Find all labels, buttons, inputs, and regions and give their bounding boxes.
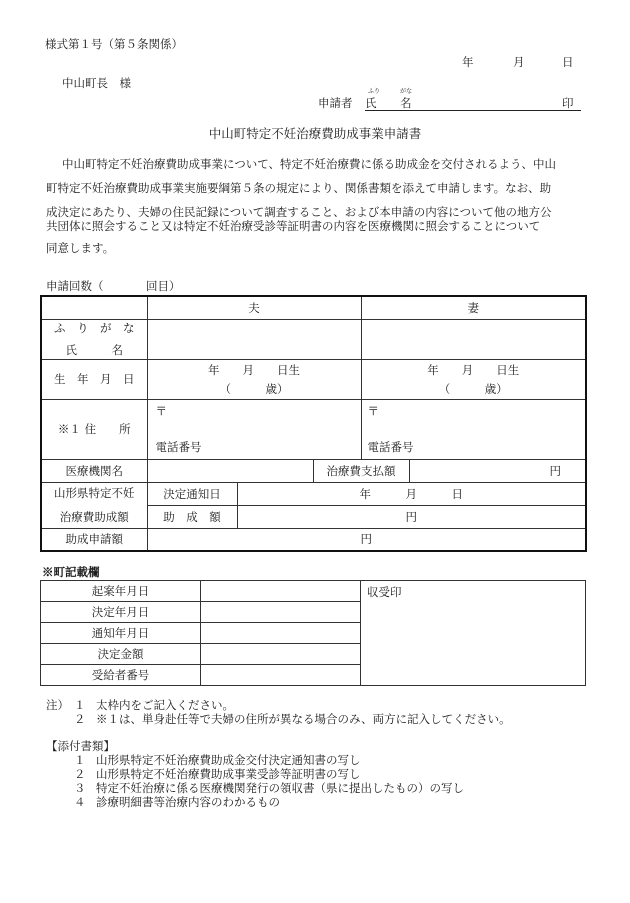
applicant-name-char-1: 氏 xyxy=(365,96,377,110)
wife-age-value: （ 歳） xyxy=(438,381,508,396)
applicant-name-char-2: 名 xyxy=(400,96,412,110)
wife-phone-label: 電話番号 xyxy=(367,439,414,454)
town-row-label-3: 通知年月日 xyxy=(41,623,201,644)
subsidy-amount-label: 助 成 額 xyxy=(147,505,237,528)
attachment-3-text: 特定不妊治療に係る医療機関発行の領収書（県に提出したもの）の写し xyxy=(96,781,464,795)
ruby-gana: がな xyxy=(400,88,413,95)
form-title: 中山町特定不妊治療費助成事業申請書 xyxy=(208,126,422,141)
subsidy-label-line-1: 山形県特定不妊 xyxy=(54,486,135,500)
town-row-field-2[interactable] xyxy=(201,602,361,623)
decision-notice-label: 決定通知日 xyxy=(147,482,237,505)
form-number: 様式第１号（第５条関係） xyxy=(45,37,183,51)
husband-birthdate-value: 年 月 日生 xyxy=(208,362,301,377)
wife-name-field[interactable] xyxy=(361,319,586,359)
town-row-field-1[interactable] xyxy=(201,581,361,602)
husband-phone-label: 電話番号 xyxy=(155,439,202,454)
husband-header: 夫 xyxy=(147,296,361,319)
wife-header: 妻 xyxy=(361,296,586,319)
main-application-table xyxy=(40,295,587,552)
body-line-5: 同意します。 xyxy=(46,241,115,255)
requested-amount-label: 助成申請額 xyxy=(41,528,147,551)
applicant-underline xyxy=(365,110,581,111)
attachment-2-text: 山形県特定不妊治療費助成事業受診等証明書の写し xyxy=(96,767,361,781)
wife-birthdate-field[interactable] xyxy=(361,359,586,399)
wife-address-field[interactable] xyxy=(361,399,586,459)
note-1-text: 太枠内をご記入ください。 xyxy=(96,698,234,712)
payment-label: 治療費支払額 xyxy=(313,459,409,482)
institution-label: 医療機関名 xyxy=(41,459,147,482)
body-line-1: 中山町特定不妊治療費助成事業について、特定不妊治療費に係る助成金を交付されるよう、中山 xyxy=(62,157,557,171)
receipt-stamp-label: 収受印 xyxy=(367,585,402,599)
ruby-furi: ふり xyxy=(368,88,381,95)
date-day-label: 日 xyxy=(562,55,574,69)
husband-name-field[interactable] xyxy=(147,319,361,359)
attachment-4-text: 診療明細書等治療内容のわかるもの xyxy=(96,795,280,809)
subsidy-label-cell xyxy=(41,482,147,528)
receipt-stamp-area xyxy=(361,581,586,686)
attachment-1-text: 山形県特定不妊治療費助成金交付決定通知書の写し xyxy=(96,753,361,767)
wife-postal-mark: 〒 xyxy=(367,403,380,418)
note-2-num: ２ xyxy=(74,712,86,726)
husband-address-field[interactable] xyxy=(147,399,361,459)
decision-notice-field[interactable] xyxy=(237,482,586,505)
body-line-3: 成決定にあたり、夫婦の住民記録について調査すること、および本申請の内容について他の地方公 xyxy=(46,205,552,219)
furigana-label: ふ り が な xyxy=(54,321,135,335)
town-row-label-2: 決定年月日 xyxy=(41,602,201,623)
attachments-heading: 【添付書類】 xyxy=(46,739,115,753)
addressee: 中山町長 様 xyxy=(62,76,131,90)
attachment-4-num: ４ xyxy=(74,795,86,809)
town-row-label-5: 受給者番号 xyxy=(41,665,201,686)
body-line-4: 共団体に照会すること又は特定不妊治療受診等証明書の内容を医療機関に照会することについて xyxy=(46,219,541,233)
decision-notice-value: 年 月 日 xyxy=(359,486,464,501)
notes-prefix: 注） xyxy=(46,698,69,712)
application-count-label: 申請回数（ xyxy=(46,279,104,293)
subsidy-amount-field[interactable] xyxy=(237,505,586,528)
town-row-label-4: 決定金額 xyxy=(41,644,201,665)
attachment-3-num: ３ xyxy=(74,781,86,795)
wife-birthdate-value: 年 月 日生 xyxy=(427,362,520,377)
town-section-heading: ※町記載欄 xyxy=(42,565,100,579)
requested-amount-yen: 円 xyxy=(360,532,373,547)
applicant-label: 申請者 xyxy=(318,96,353,110)
requested-amount-field[interactable] xyxy=(147,528,586,551)
date-year-label: 年 xyxy=(462,55,474,69)
town-row-label-1: 起案年月日 xyxy=(41,581,201,602)
payment-field[interactable] xyxy=(409,459,586,482)
note-1-num: １ xyxy=(74,698,86,712)
address-label: ※１ 住 所 xyxy=(41,399,147,459)
name-label-cell xyxy=(41,319,147,359)
birthdate-label: 生 年 月 日 xyxy=(41,359,147,399)
town-row-field-5[interactable] xyxy=(201,665,361,686)
town-row-field-3[interactable] xyxy=(201,623,361,644)
body-line-2: 町特定不妊治療費助成事業実施要綱第５条の規定により、関係書類を添えて申請します。なお、助 xyxy=(46,181,552,195)
note-2-text: ※１は、単身赴任等で夫婦の住所が異なる場合のみ、両方に記入してください。 xyxy=(96,712,511,726)
payment-yen: 円 xyxy=(549,463,562,478)
town-record-table xyxy=(40,580,586,686)
town-row-field-4[interactable] xyxy=(201,644,361,665)
institution-field[interactable] xyxy=(147,459,313,482)
husband-age-value: （ 歳） xyxy=(219,381,289,396)
attachment-2-num: ２ xyxy=(74,767,86,781)
application-count-suffix: 回目） xyxy=(146,279,181,293)
seal-mark: 印 xyxy=(562,96,574,110)
date-month-label: 月 xyxy=(513,55,525,69)
attachment-1-num: １ xyxy=(74,753,86,767)
name-label: 氏 名 xyxy=(65,343,123,357)
husband-birthdate-field[interactable] xyxy=(147,359,361,399)
subsidy-amount-yen: 円 xyxy=(405,509,418,524)
husband-postal-mark: 〒 xyxy=(155,403,167,418)
subsidy-label-line-2: 治療費助成額 xyxy=(59,510,129,524)
